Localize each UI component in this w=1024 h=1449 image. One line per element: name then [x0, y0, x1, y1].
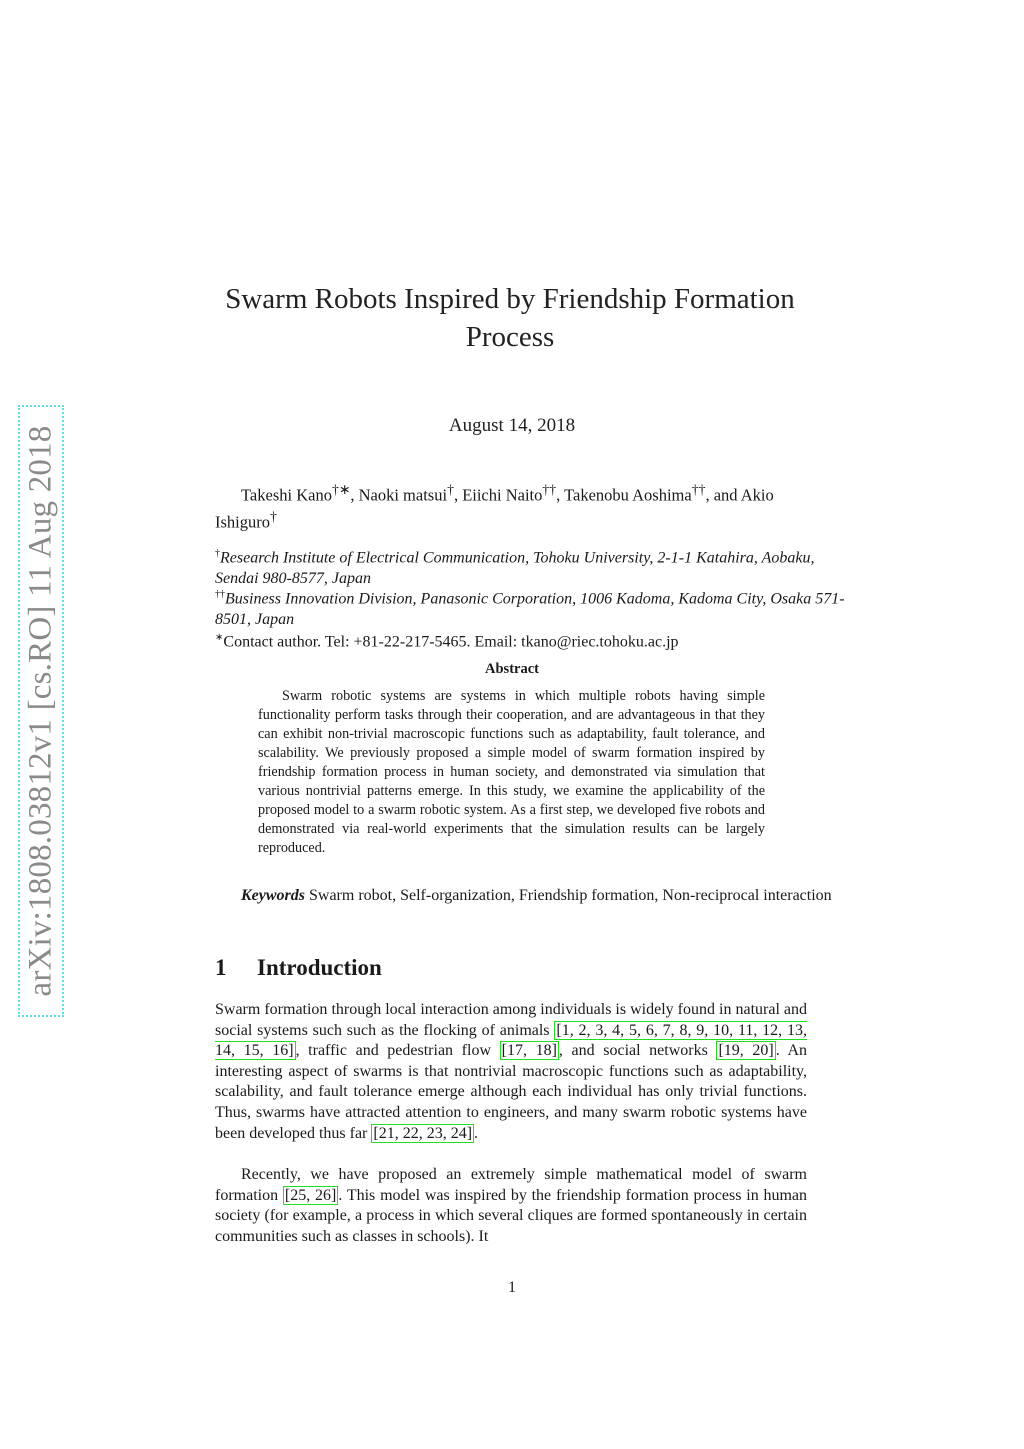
- paragraph-text: . This model was inspired by the friendship formation process in human society (for example, a process in which several cliques are formed spontaneously in certain communities such as classes in schools). It: [215, 1186, 808, 1245]
- citation-link[interactable]: [19, 20]: [718, 1042, 774, 1060]
- author-conjunction: , and: [705, 485, 738, 505]
- intro-paragraph-1: [215, 1000, 807, 1144]
- paragraph-text: Swarm formation through local interaction among individuals is widely found in natural and social systems such such as the flocking of animals: [215, 1001, 807, 1039]
- section-heading: [215, 955, 382, 981]
- author-mark: ††: [691, 482, 706, 497]
- affiliation-text: Research Institute of Electrical Communication, Tohoku University, 2-1-1 Katahira, Aobaku, Sendai 980-8577, Japan: [215, 549, 815, 587]
- page-number: 1: [508, 1279, 516, 1296]
- contact-mark: ∗: [215, 632, 224, 643]
- author-mark: †: [270, 508, 277, 524]
- paper-date: August 14, 2018: [448, 415, 576, 436]
- keywords: [215, 885, 845, 906]
- citation-link[interactable]: [21, 22, 23, 24]: [373, 1124, 473, 1142]
- abstract-body: Swarm robotic systems are systems in which multiple robots having simple functionality perform tasks through their cooperation, and are advantageous in that they can exhibit non-trivial macroscopic functions such as adaptability, fault tolerance, and scalability. We previously proposed a simple model of swarm formation inspired by friendship formation process in human society, and demonstrated via simulation that various nontrivial patterns emerge. In this study, we examine the applicability of the proposed model to a swarm robotic system. As a first step, we developed five robots and demonstrated via real-world experiments that the simulation results can be largely reproduced.: [258, 688, 765, 856]
- author-mark: ††: [542, 482, 557, 497]
- title-line-2: Process: [465, 321, 555, 353]
- arxiv-identifier-text: arXiv:1808.03812v1 [cs.RO] 11 Aug 2018: [22, 425, 59, 997]
- author-name: Eiichi Naito: [462, 485, 543, 505]
- intro-paragraph-2: [215, 1165, 807, 1247]
- keywords-label: Keywords: [241, 887, 305, 904]
- affiliation-text: Business Innovation Division, Panasonic Corporation, 1006 Kadoma, Kadoma City, Osaka 571-8501, Japan: [215, 590, 845, 628]
- citation-link[interactable]: [17, 18]: [501, 1042, 557, 1060]
- paragraph-text: .: [474, 1124, 479, 1142]
- paragraph-text: , traffic and pedestrian flow: [295, 1042, 500, 1060]
- author-name: Naoki matsui: [358, 485, 448, 505]
- title-line-1: Swarm Robots Inspired by Friendship Formation: [225, 283, 795, 315]
- keywords-text: Swarm robot, Self-organization, Friendship formation, Non-reciprocal interaction: [309, 887, 832, 904]
- author-name: Takenobu Aoshima: [564, 485, 692, 505]
- author-name: Akio Ishiguro: [215, 485, 774, 531]
- affiliation-mark: †: [215, 548, 220, 559]
- paragraph-text: . An interesting aspect of swarms is that nontrivial macroscopic functions such as adaptability, scalability, and fault tolerance emerge although each individual has only trivial functions. Thus, swarms have attracted attention to engineers, and many swarm robotic systems have been developed thus far: [215, 1042, 808, 1142]
- contact-text: Contact author. Tel: +81-22-217-5465. Email: tkano@riec.tohoku.ac.jp: [223, 633, 679, 651]
- affiliation-mark: ††: [215, 589, 225, 600]
- section-number: 1: [215, 955, 227, 980]
- affiliation-2: [215, 585, 845, 630]
- author-mark: †∗: [331, 482, 351, 497]
- author-list: Takeshi Kano†∗, Naoki matsui†, Eiichi Naito††, Takenobu Aoshima††, and Akio Ishiguro†: [215, 482, 774, 531]
- citation-link[interactable]: [25, 26]: [284, 1186, 337, 1204]
- section-title: Introduction: [257, 955, 382, 980]
- citation-link[interactable]: [1, 2, 3, 4, 5, 6, 7, 8, 9, 10, 11, 12, 13, 14, 15, 16]: [215, 1021, 808, 1060]
- contact-author: [215, 628, 845, 653]
- author-mark: †: [447, 482, 454, 497]
- paragraph-text: , and social networks: [558, 1042, 717, 1060]
- paragraph-text: Recently, we have proposed an extremely simple mathematical model of swarm formation: [215, 1166, 807, 1204]
- abstract-heading: Abstract: [485, 661, 539, 677]
- arxiv-identifier-stamp: [18, 405, 64, 1017]
- affiliation-1: [215, 544, 845, 589]
- paper-title: [200, 280, 820, 356]
- author-name: Takeshi Kano: [241, 485, 332, 505]
